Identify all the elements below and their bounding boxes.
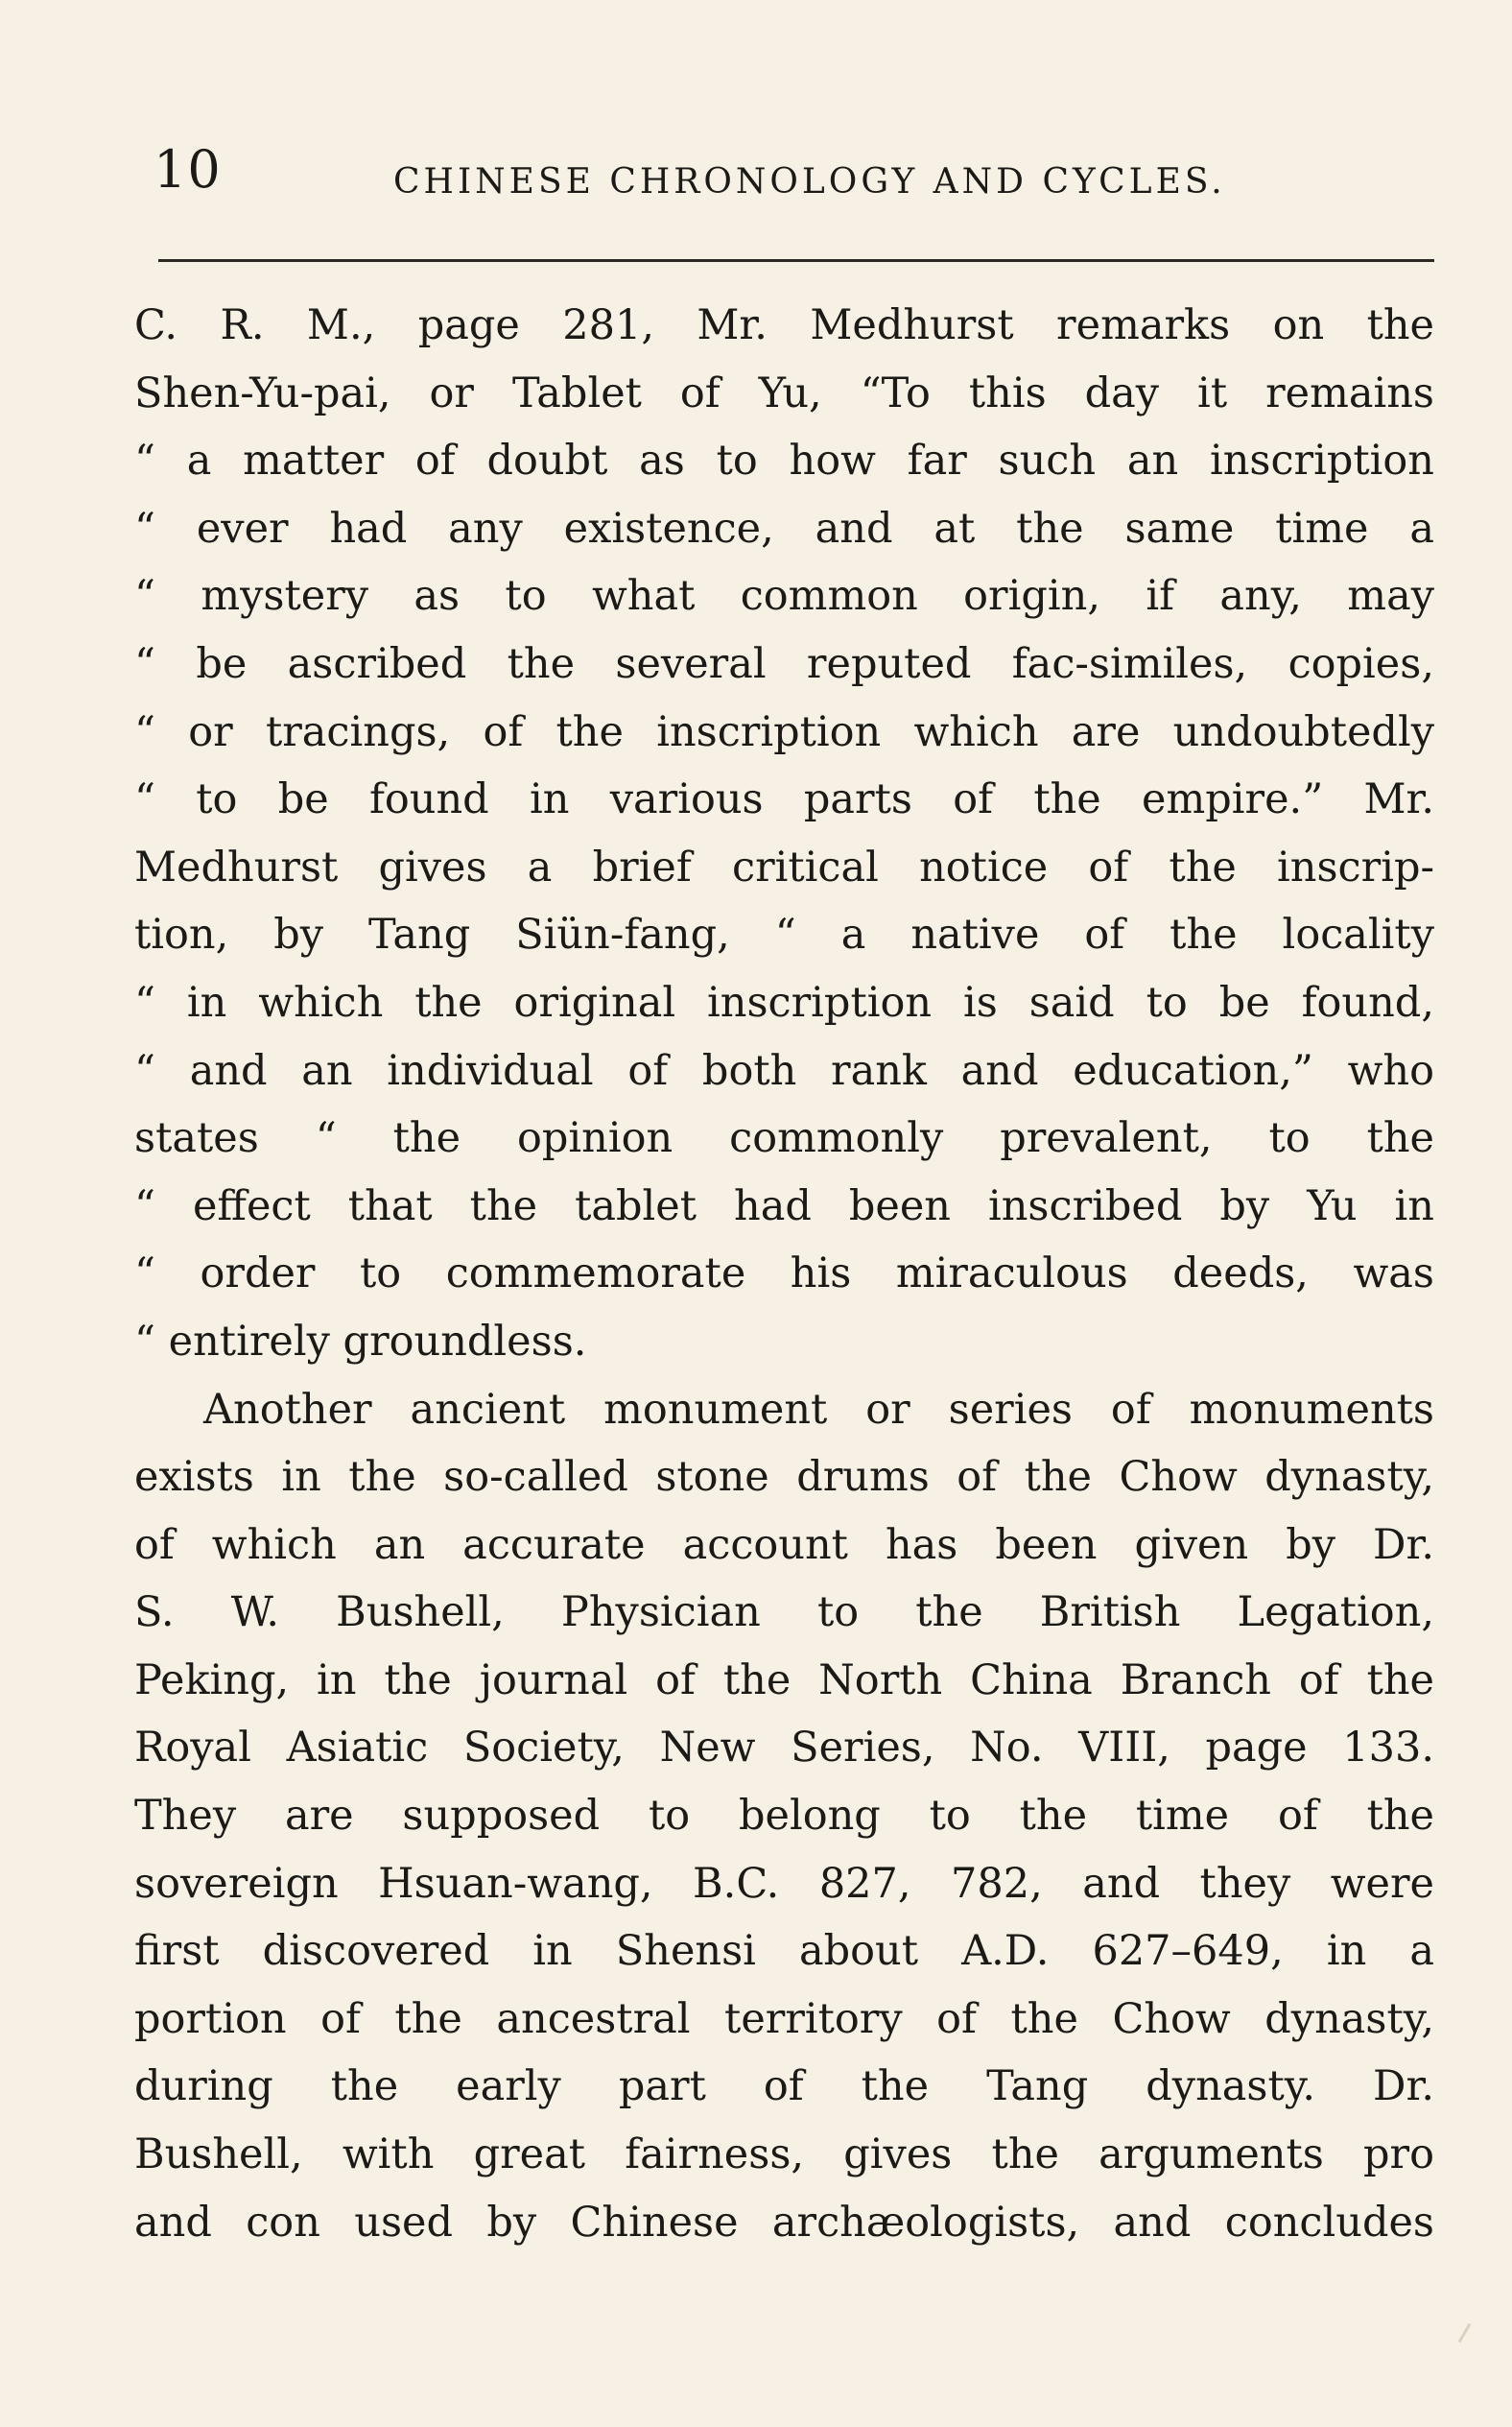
text-line: during the early part of the Tang dynasty. Dr. xyxy=(134,2062,1434,2111)
text-line: Peking, in the journal of the North China Branch of the xyxy=(134,1655,1434,1704)
text-line: S. W. Bushell, Physician to the British Legation, xyxy=(134,1588,1434,1637)
text-line: states “ the opinion commonly prevalent, to the xyxy=(134,1114,1434,1163)
text-line: “ mystery as to what common origin, if any, may xyxy=(134,572,1434,621)
running-head: CHINESE CHRONOLOGY AND CYCLES. xyxy=(393,162,1226,202)
text-line: tion, by Tang Siün-fang, “ a native of the locality xyxy=(134,911,1434,960)
text-line: “ or tracings, of the inscription which are undoubtedly xyxy=(134,707,1434,756)
text-line: Medhurst gives a brief critical notice of the inscrip- xyxy=(134,843,1434,892)
text-line: C. R. M., page 281, Mr. Medhurst remarks on the xyxy=(134,301,1434,349)
page-number: 10 xyxy=(154,139,222,200)
text-line: sovereign Hsuan-wang, B.C. 827, 782, and they were xyxy=(134,1859,1434,1908)
text-line: “ a matter of doubt as to how far such an inscription xyxy=(134,437,1434,486)
page-edge-mark xyxy=(1458,2323,1472,2344)
text-line: “ to be found in various parts of the empire.” Mr. xyxy=(134,775,1434,824)
text-line: first discovered in Shensi about A.D. 627–649, in a xyxy=(134,1927,1434,1976)
text-line: “ be ascribed the several reputed fac-similes, copies, xyxy=(134,639,1434,688)
text-line: They are supposed to belong to the time of the xyxy=(134,1792,1434,1841)
text-line: “ order to commemorate his miraculous deeds, was xyxy=(134,1249,1434,1298)
text-line: and con used by Chinese archæologists, and concludes xyxy=(134,2198,1434,2247)
text-line: of which an accurate account has been given by Dr. xyxy=(134,1520,1434,1569)
text-line: “ in which the original inscription is said to be found, xyxy=(134,978,1434,1027)
text-line: “ entirely groundless. xyxy=(134,1317,587,1366)
text-line: Royal Asiatic Society, New Series, No. VIII, page 133. xyxy=(134,1724,1434,1773)
text-line: “ and an individual of both rank and education,” who xyxy=(134,1046,1434,1095)
text-line: exists in the so-called stone drums of the Chow dynasty, xyxy=(134,1453,1434,1502)
text-line: Bushell, with great fairness, gives the arguments pro xyxy=(134,2130,1434,2179)
text-line: “ effect that the tablet had been inscribed by Yu in xyxy=(134,1181,1434,1230)
text-line: Another ancient monument or series of monuments xyxy=(203,1385,1434,1434)
header-rule xyxy=(158,259,1434,262)
body-text xyxy=(134,292,1434,2256)
text-line: portion of the ancestral territory of the Chow dynasty, xyxy=(134,1994,1434,2043)
text-line: “ ever had any existence, and at the same time a xyxy=(134,504,1434,553)
text-line: Shen-Yu-pai, or Tablet of Yu, “To this day it remains xyxy=(134,369,1434,417)
